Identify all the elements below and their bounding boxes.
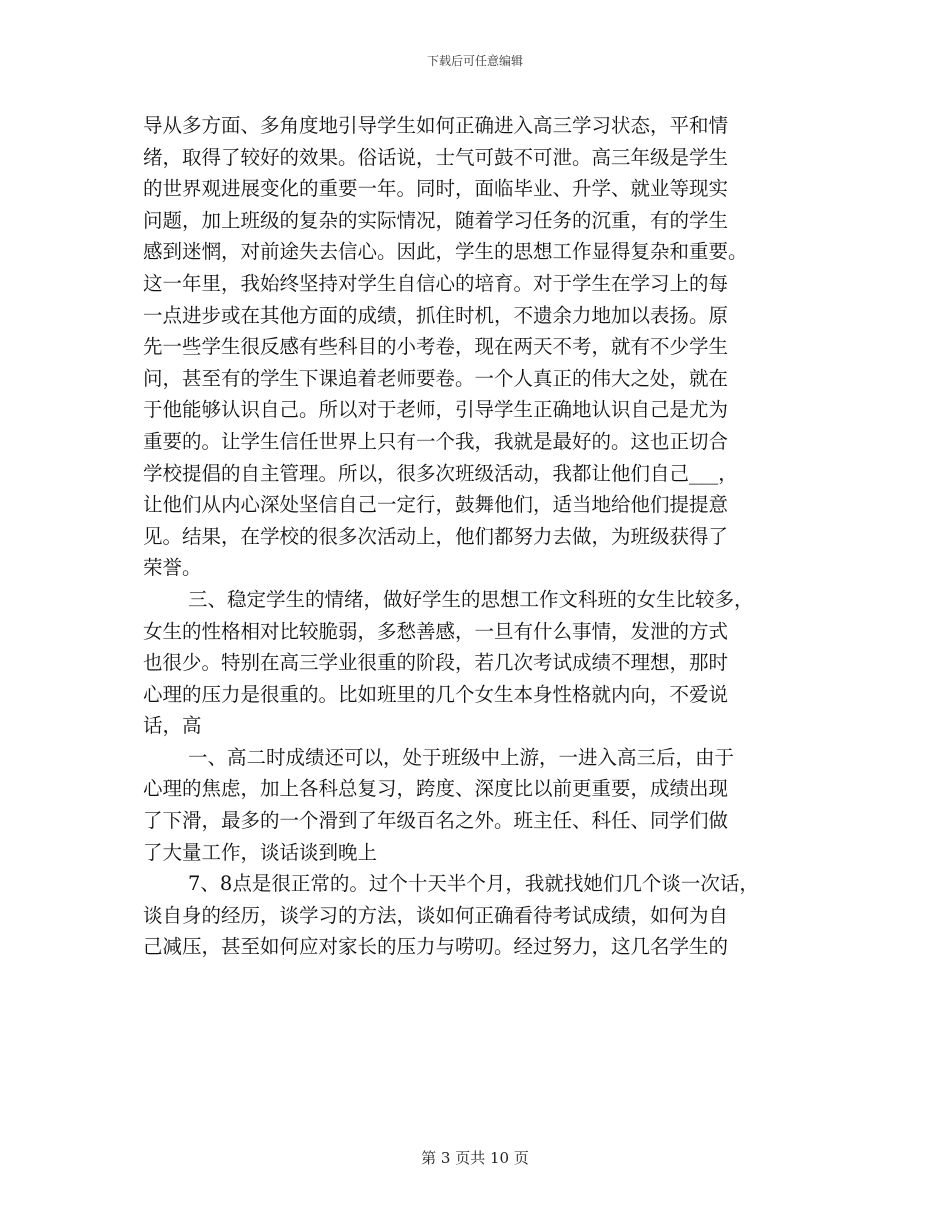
- text-line: 己减压，甚至如何应对家长的压力与唠叨。经过努力，这几名学生的: [143, 935, 729, 959]
- text-line: 三、稳定学生的情绪，做好学生的思想工作文科班的女生比较多，: [188, 587, 754, 611]
- text-line: 见。结果，在学校的很多次活动上，他们都努力去做，为班级获得了: [143, 524, 729, 548]
- text-line: 一、高二时成绩还可以，处于班级中上游，一进入高三后，由于: [188, 745, 735, 769]
- text-line: 于他能够认识自己。所以对于老师，引导学生正确地认识自己是尤为: [143, 398, 729, 422]
- text-line: 重要的。让学生信任世界上只有一个我，我就是最好的。这也正切合: [143, 429, 729, 453]
- text-line: 一点进步或在其他方面的成绩，抓住时机，不遗余力地加以表扬。原: [143, 303, 729, 327]
- text-line: 了下滑，最多的一个滑到了年级百名之外。班主任、科任、同学们做: [143, 809, 729, 833]
- text-line: 了大量工作，谈话谈到晚上: [143, 840, 378, 864]
- text-line: 7、8点是很正常的。过个十天半个月，我就找她们几个谈一次话，: [188, 872, 759, 896]
- text-line: 让他们从内心深处坚信自己一定行，鼓舞他们，适当地给他们提提意: [143, 493, 729, 517]
- text-line: 的世界观进展变化的重要一年。同时，面临毕业、升学、就业等现实: [143, 177, 729, 201]
- text-line: 绪，取得了较好的效果。俗话说，士气可鼓不可泄。高三年级是学生: [143, 145, 729, 169]
- text-line: 学校提倡的自主管理。所以，很多次班级活动，我都让他们自己___，: [143, 461, 738, 485]
- text-line: 先一些学生很反感有些科目的小考卷，现在两天不考，就有不少学生: [143, 335, 729, 359]
- text-line: 谈自身的经历，谈学习的方法，谈如何正确看待考试成绩，如何为自: [143, 903, 729, 927]
- text-line: 心理的压力是很重的。比如班里的几个女生本身性格就内向，不爱说: [143, 682, 729, 706]
- text-line: 也很少。特别在高三学业很重的阶段，若几次考试成绩不理想，那时: [143, 651, 729, 675]
- text-line: 心理的焦虑，加上各科总复习，跨度、深度比以前更重要，成绩出现: [143, 777, 729, 801]
- text-line: 话，高: [143, 714, 202, 738]
- text-line: 感到迷惘，对前途失去信心。因此，学生的思想工作显得复杂和重要。: [143, 240, 748, 264]
- text-line: 导从多方面、多角度地引导学生如何正确进入高三学习状态，平和情: [143, 114, 729, 137]
- text-line: 问，甚至有的学生下课追着老师要卷。一个人真正的伟大之处，就在: [143, 366, 729, 390]
- page-header: 下载后可任意编辑: [426, 54, 523, 68]
- document-body: [143, 110, 811, 963]
- page-number-footer: 第 3 页共 10 页: [421, 1149, 529, 1167]
- text-line: 这一年里，我始终坚持对学生自信心的培育。对于学生在学习上的每: [143, 271, 729, 295]
- text-line: 荣誉。: [143, 556, 202, 580]
- text-line: 女生的性格相对比较脆弱，多愁善感，一旦有什么事情，发泄的方式: [143, 619, 729, 643]
- text-line: 问题，加上班级的复杂的实际情况，随着学习任务的沉重，有的学生: [143, 208, 729, 232]
